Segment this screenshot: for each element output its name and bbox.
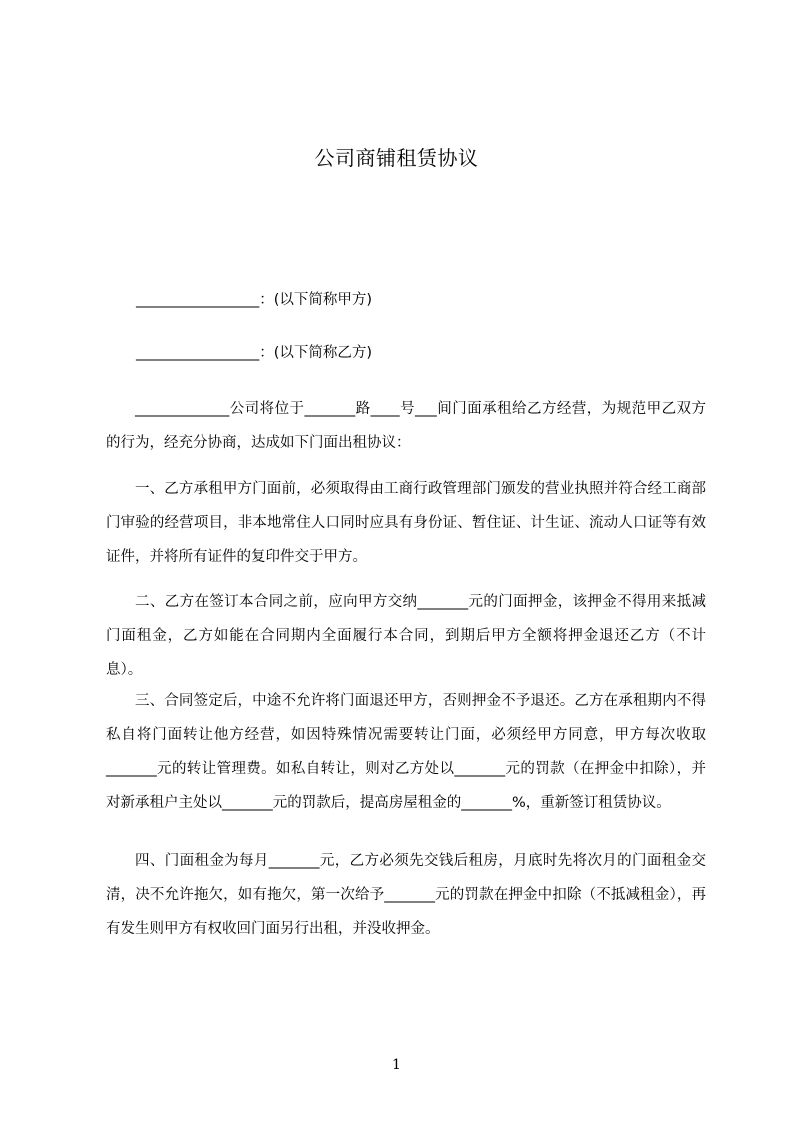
- document-title: 公司商铺租赁协议: [314, 146, 479, 170]
- party-a-line: _________________：(以下简称甲方): [136, 292, 373, 308]
- intro-paragraph: _____________公司将位于_______路____号___间门面承租给乙方经营，为规范甲乙双方的行为，经充分协商，达成如下门面出租协议：: [106, 401, 706, 451]
- clause-4: 四、门面租金为每月_______元，乙方必须先交钱后租房，月底时先将次月的门面租金交清，决不允许拖欠，如有拖欠，第一次给予_______元的罚款在押金中扣除（不抵减租金），再有发生则甲方有权收回门面另行出租，并没收押金。: [106, 853, 706, 937]
- clause-1: 一、乙方承租甲方门面前，必须取得由工商行政管理部门颁发的营业执照并符合经工商部门审验的经营项目，非本地常住人口同时应具有身份证、暂住证、计生证、流动人口证等有效证件，并将所有证件的复印件交于甲方。: [106, 481, 706, 565]
- party-b-line: _________________：(以下简称乙方): [136, 345, 373, 361]
- page-number: 1: [392, 1057, 401, 1073]
- clause-2: 二、乙方在签订本合同之前，应向甲方交纳_______元的门面押金，该押金不得用来抵减门面租金，乙方如能在合同期内全面履行本合同，到期后甲方全额将押金退还乙方（不计息）。: [106, 594, 706, 678]
- clause-3: 三、合同签定后，中途不允许将门面退还甲方，否则押金不予退还。乙方在承租期内不得私自将门面转让他方经营，如因特殊情况需要转让门面，必须经甲方同意，甲方每次收取_______元的转让管理费。如私自转让，则对乙方处以_______元的罚款（在押金中扣除），并对新承租户主处以_______元的罚款后，提高房屋租金的_______%，重新签订租赁协议。: [106, 693, 706, 811]
